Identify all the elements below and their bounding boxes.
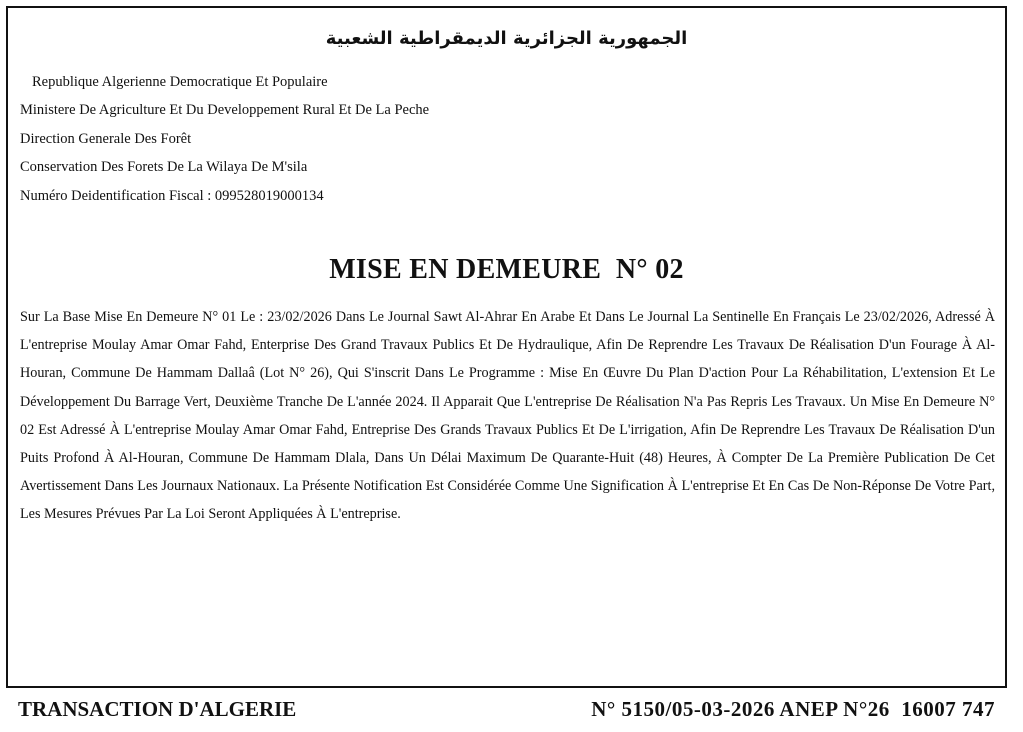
publication-reference: N° 5150/05-03-2026 ANEP N°26 16007 747 xyxy=(591,697,995,721)
issuer-ministry: Ministere De Agriculture Et Du Developpement Rural Et De La Peche xyxy=(20,102,430,119)
notice-body: Sur La Base Mise En Demeure N° 01 Le : 23/02/2026 Dans Le Journal Sawt Al-Ahrar En Arabe Et Dans Le Journal La Sentinelle En Français Le 23/02/2026, Adressé À L'entreprise Moulay Amar Omar Fahd, Enterprise Des Grand Travaux Publics Et De Hydraulique, Afin De Reprendre Les Travaux De Réalisation D'un Fourage À Al-Houran, Commune De Hammam Dallaâ (Lot N° 26), Qui S'inscrit Dans Le Programme : Mise En Œuvre Du Plan D'action Pour La Réhabilitation, L'extension Et Le Développement Du Barrage Vert, Deuxième Tranche De L'année 2024. Il Apparait Que L'entreprise De Réalisation N'a Pas Repris Les Travaux. Un Mise En Demeure N° 02 Est Adressé À L'entreprise Moulay Amar Omar Fahd, Entreprise Des Grands Travaux Publics Et De L'irrigation, Afin De Reprendre Les Travaux De Réalisation D'un Puits Profond À Al-Houran, Commune De Hammam Dlala, Dans Un Délai Maximum De Quarante-Huit (48) Heures, À Compter De La Première Publication De Cet Avertissement Dans Les Journaux Nationaux. La Présente Notification Est Considérée Comme Une Signification À L'entreprise Et En Cas De Non-Réponse De Votre Part, Les Mesures Prévues Par La Loi Seront Appliquées À L'entreprise. xyxy=(20,309,995,523)
notice-title: MISE EN DEMEURE N° 02 xyxy=(329,254,684,285)
notice-frame xyxy=(6,6,1007,688)
issuer-block xyxy=(20,68,429,210)
publication-source: TRANSACTION D'ALGERIE xyxy=(18,697,297,721)
issuer-tax-id: Numéro Deidentification Fiscal : 099528019000134 xyxy=(20,187,324,204)
arabic-header-title: الجمهورية الجزائرية الديمقراطية الشعبية xyxy=(325,28,688,49)
issuer-direction: Direction Generale Des Forêt xyxy=(20,130,192,147)
issuer-conservation: Conservation Des Forets De La Wilaya De M'sila xyxy=(20,159,308,176)
issuer-country: Republique Algerienne Democratique Et Populaire xyxy=(32,74,328,90)
